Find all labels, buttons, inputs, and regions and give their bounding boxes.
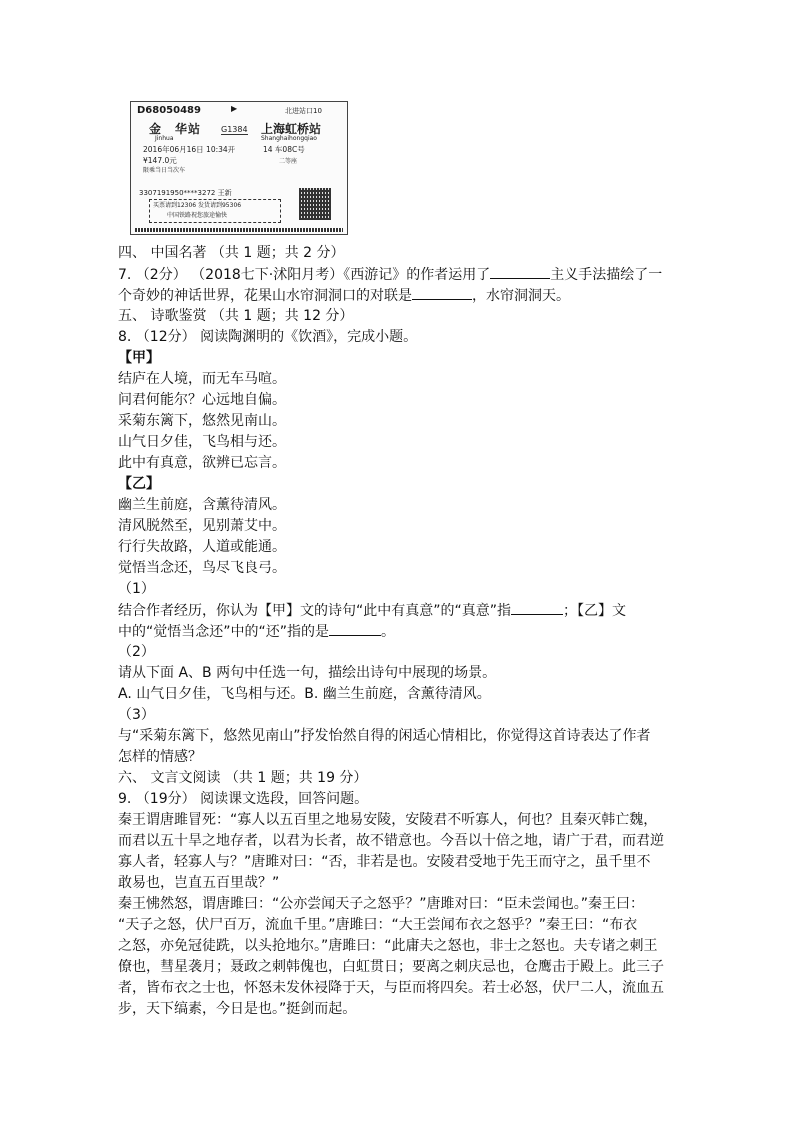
q7-text-c: 个奇妙的神话世界，花果山水帘洞洞口的对联是 [118,288,412,304]
poem-jia-line: 结庐在人境，而无车马喧。 [118,371,286,387]
ticket-gate: 北进站口10 [285,107,322,115]
ticket-to-pinyin: Shanghaihongqiao [261,135,317,142]
passage-line: 寡人者，轻寡人与？”唐雎对曰：“否，非若是也。安陵君受地于先王而守之，虽千里不 [118,854,651,870]
ticket-seat: 14 车08C号 [263,145,305,154]
ticket-id: D68050489 [137,105,201,116]
question-9-title: 9. （19分） 阅读课文选段，回答问题。 [118,791,369,807]
subquestion-2-options: A. 山气日夕佳，飞鸟相与还。B. 幽兰生前庭，含薰待清风。 [118,686,491,702]
subquestion-1-label: （1） [118,581,155,597]
question-7-line-1 [118,264,662,285]
q8-1-text-b: ；【乙】文 [563,603,627,619]
poem-jia-line: 此中有真意，欲辨已忘言。 [118,455,286,471]
subquestion-3-prompt-cont: 怎样的情感？ [118,749,202,765]
passage-line: 僚也，彗星袭月；聂政之刺韩傀也，白虹贯日；要离之刺庆忌也，仓鹰击于殿上。此三子 [118,959,664,975]
subquestion-3-prompt: 与“采菊东篱下，悠然见南山”抒发怡然自得的闲适心情相比，你觉得这首诗表达了作者 [118,728,651,744]
ticket-class: 二等座 [279,158,298,165]
passage-line: 步，天下缟素，今日是也。”挺剑而起。 [118,1001,357,1017]
poem-yi-label: 【乙】 [118,476,160,492]
passage-line: 而君以五十旱之地存者，以君为长者，故不错意也。今吾以十倍之地，请广于君，而君逆 [118,833,664,849]
ticket-datetime: 2016年06月16日 10:34开 [143,145,236,154]
passage-line: 敢易也，岂直五百里哉？” [118,875,280,891]
passage-line: 秦王怫然怒，谓唐雎曰：“公亦尝闻天子之怒乎？”唐雎对曰：“臣未尝闻也。”秦王曰： [118,896,645,912]
q8-1-blank-2[interactable] [329,621,381,636]
ticket-note: 限乘当日当次车 [143,167,186,174]
ticket-train-number: G1384 [221,125,248,134]
poem-yi-line: 行行失故路，人道或能通。 [118,539,286,555]
passage-line: “天子之怒，伏尸百万，流血千里。”唐雎曰：“大王尝闻布衣之怒乎？”秦王曰：“布衣 [118,917,638,933]
ticket-from-pinyin: Jinhua [155,135,174,142]
q8-1-blank-1[interactable] [511,600,563,615]
q7-text-d: ，水帘洞洞天。 [472,288,570,304]
poem-yi-line: 觉悟当念还，鸟尽飞良弓。 [118,560,286,576]
poem-yi-line: 幽兰生前庭，含薰待清风。 [118,497,286,513]
subquestion-1-line-2 [118,621,395,642]
poem-jia-line: 问君何能尔？心远地自偏。 [118,392,286,408]
ticket-notice-line-2: 中国铁路祝您旅途愉快 [167,212,228,219]
q8-1-text-a: 结合作者经历，你认为【甲】文的诗句“此中有真意”的“真意”指 [118,603,512,619]
section-heading-4: 四、 中国名著 （共 1 题；共 2 分） [118,245,345,261]
train-ticket-image [130,101,348,235]
subquestion-3-label: （3） [118,707,155,723]
ticket-arrow-icon: ▶ [231,104,238,113]
poem-jia-line: 山气日夕佳，飞鸟相与还。 [118,434,286,450]
passage-line: 之怒，亦免冠徒跣，以头抢地尔。”唐雎曰：“此庸夫之怒也，非士之怒也。夫专诸之刺王 [118,938,658,954]
subquestion-2-prompt: 请从下面 A、B 两句中任选一句，描绘出诗句中展现的场景。 [118,665,497,681]
q7-text-b: 主义手法描绘了一 [550,267,663,283]
section-heading-6: 六、 文言文阅读 （共 1 题；共 19 分） [118,770,368,786]
q7-blank-2[interactable] [412,285,472,300]
ticket-notice-line-1: 买票请到12306 发货请到95306 [153,202,242,209]
question-8-title: 8. （12分） 阅读陶渊明的《饮酒》，完成小题。 [118,329,418,345]
q8-1-text-d: 。 [381,624,396,640]
ticket-passenger: 3307191950****3272 王新 [139,189,232,197]
poem-yi-line: 清风脱然至，见别萧艾中。 [118,518,286,534]
passage-line: 者，皆布衣之士也，怀怒未发休祲降于天，与臣而将四矣。若士必怒，伏尸二人，流血五 [118,980,664,996]
section-heading-5: 五、 诗歌鉴赏 （共 1 题；共 12 分） [118,308,354,324]
ticket-from-station: 金 华站 [149,122,202,136]
q7-text-a: 7. （2分） （2018七下·沭阳月考）《西游记》的作者运用了 [118,267,491,283]
question-7-line-2 [118,285,570,306]
subquestion-1-line-1 [118,600,626,621]
poem-jia-label: 【甲】 [118,350,160,366]
qr-code-icon [299,188,331,220]
subquestion-2-label: （2） [118,644,155,660]
q8-1-text-c: 中的“觉悟当念还”中的“还”指的是 [118,624,330,640]
q7-blank-1[interactable] [490,264,550,279]
ticket-to-station: 上海虹桥站 [261,122,322,136]
passage-line: 秦王谓唐雎冒死：“寡人以五百里之地易安陵，安陵君不听寡人，何也？且秦灭韩亡魏， [118,812,658,828]
ticket-price: ¥147.0元 [143,156,177,165]
poem-jia-line: 采菊东篱下，悠然见南山。 [118,413,286,429]
